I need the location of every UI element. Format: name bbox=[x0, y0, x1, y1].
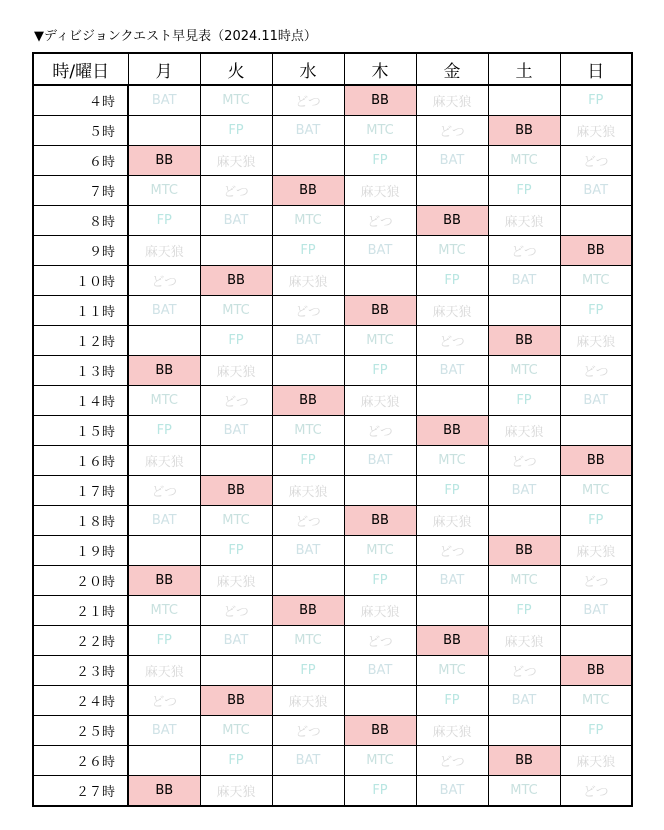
schedule-cell: BB bbox=[416, 206, 488, 236]
header-saturday: 土 bbox=[488, 53, 560, 85]
schedule-cell: FP bbox=[344, 566, 416, 596]
schedule-cell bbox=[128, 116, 200, 146]
schedule-cell bbox=[344, 266, 416, 296]
schedule-cell: BAT bbox=[128, 85, 200, 116]
hour-label: ２４時 bbox=[33, 686, 128, 716]
schedule-cell: BB bbox=[488, 326, 560, 356]
schedule-cell: MTC bbox=[344, 746, 416, 776]
header-friday: 金 bbox=[416, 53, 488, 85]
page-title: ▼ディビジョンクエスト早見表（2024.11時点） bbox=[34, 29, 317, 44]
schedule-cell: BB bbox=[344, 506, 416, 536]
schedule-cell: 麻天狼 bbox=[560, 746, 632, 776]
schedule-cell: FP bbox=[560, 85, 632, 116]
schedule-cell: MTC bbox=[488, 566, 560, 596]
schedule-cell: BAT bbox=[488, 266, 560, 296]
schedule-cell: FP bbox=[416, 266, 488, 296]
schedule-cell: BB bbox=[488, 746, 560, 776]
schedule-cell: BB bbox=[272, 176, 344, 206]
schedule-cell: どつ bbox=[272, 85, 344, 116]
schedule-cell: 麻天狼 bbox=[128, 446, 200, 476]
hour-label: １１時 bbox=[33, 296, 128, 326]
table-row bbox=[33, 596, 632, 626]
hour-label: ８時 bbox=[33, 206, 128, 236]
schedule-cell: どつ bbox=[128, 266, 200, 296]
schedule-cell bbox=[488, 85, 560, 116]
schedule-cell: BB bbox=[416, 416, 488, 446]
header-row bbox=[33, 53, 632, 85]
schedule-cell bbox=[488, 506, 560, 536]
schedule-cell: MTC bbox=[344, 116, 416, 146]
schedule-cell: FP bbox=[200, 536, 272, 566]
schedule-cell: BB bbox=[200, 476, 272, 506]
schedule-cell: FP bbox=[488, 386, 560, 416]
schedule-cell: 麻天狼 bbox=[488, 416, 560, 446]
table-row bbox=[33, 506, 632, 536]
table-row bbox=[33, 686, 632, 716]
schedule-cell: FP bbox=[344, 146, 416, 176]
hour-label: ２３時 bbox=[33, 656, 128, 686]
schedule-cell bbox=[200, 656, 272, 686]
schedule-cell: BB bbox=[344, 716, 416, 746]
schedule-cell: 麻天狼 bbox=[416, 85, 488, 116]
schedule-cell: MTC bbox=[416, 236, 488, 266]
schedule-cell: FP bbox=[560, 506, 632, 536]
schedule-cell: どつ bbox=[416, 536, 488, 566]
schedule-cell: どつ bbox=[416, 746, 488, 776]
schedule-cell: どつ bbox=[560, 146, 632, 176]
schedule-cell: BB bbox=[200, 266, 272, 296]
schedule-cell: MTC bbox=[128, 596, 200, 626]
schedule-body bbox=[33, 85, 632, 806]
schedule-cell: どつ bbox=[272, 716, 344, 746]
schedule-cell bbox=[128, 326, 200, 356]
schedule-cell: BB bbox=[416, 626, 488, 656]
schedule-cell: BB bbox=[128, 566, 200, 596]
schedule-cell: BB bbox=[344, 85, 416, 116]
hour-label: １２時 bbox=[33, 326, 128, 356]
schedule-cell bbox=[128, 536, 200, 566]
schedule-cell: BAT bbox=[416, 146, 488, 176]
hour-label: １９時 bbox=[33, 536, 128, 566]
schedule-cell: どつ bbox=[200, 386, 272, 416]
schedule-cell: どつ bbox=[128, 476, 200, 506]
schedule-cell: MTC bbox=[200, 716, 272, 746]
hour-label: １０時 bbox=[33, 266, 128, 296]
schedule-cell: BB bbox=[128, 776, 200, 807]
schedule-cell: BB bbox=[560, 446, 632, 476]
schedule-cell: BAT bbox=[560, 596, 632, 626]
hour-label: ２０時 bbox=[33, 566, 128, 596]
schedule-cell: 麻天狼 bbox=[128, 656, 200, 686]
schedule-cell: MTC bbox=[344, 536, 416, 566]
schedule-cell: FP bbox=[200, 116, 272, 146]
schedule-cell: BAT bbox=[416, 356, 488, 386]
schedule-cell: MTC bbox=[200, 296, 272, 326]
table-row bbox=[33, 236, 632, 266]
schedule-cell: BB bbox=[560, 236, 632, 266]
hour-label: １７時 bbox=[33, 476, 128, 506]
table-row bbox=[33, 85, 632, 116]
table-row bbox=[33, 566, 632, 596]
schedule-cell: BAT bbox=[200, 206, 272, 236]
header-wednesday: 水 bbox=[272, 53, 344, 85]
schedule-cell: FP bbox=[416, 476, 488, 506]
hour-label: ２１時 bbox=[33, 596, 128, 626]
schedule-cell: FP bbox=[200, 326, 272, 356]
hour-label: １５時 bbox=[33, 416, 128, 446]
schedule-cell: MTC bbox=[416, 656, 488, 686]
hour-label: １８時 bbox=[33, 506, 128, 536]
schedule-cell: BB bbox=[128, 356, 200, 386]
schedule-cell bbox=[200, 446, 272, 476]
schedule-cell: MTC bbox=[128, 386, 200, 416]
table-row bbox=[33, 716, 632, 746]
schedule-cell: 麻天狼 bbox=[200, 776, 272, 807]
table-row bbox=[33, 746, 632, 776]
header-hour-weekday: 時/曜日 bbox=[33, 53, 128, 85]
schedule-cell bbox=[272, 776, 344, 807]
schedule-cell: 麻天狼 bbox=[200, 146, 272, 176]
schedule-cell: BB bbox=[344, 296, 416, 326]
schedule-cell bbox=[272, 566, 344, 596]
hour-label: ９時 bbox=[33, 236, 128, 266]
schedule-cell bbox=[272, 146, 344, 176]
schedule-cell: 麻天狼 bbox=[200, 356, 272, 386]
schedule-cell: MTC bbox=[416, 446, 488, 476]
schedule-cell: FP bbox=[344, 356, 416, 386]
hour-label: １６時 bbox=[33, 446, 128, 476]
schedule-cell: どつ bbox=[200, 176, 272, 206]
schedule-cell: BAT bbox=[488, 686, 560, 716]
schedule-cell: MTC bbox=[272, 626, 344, 656]
schedule-cell: BB bbox=[488, 536, 560, 566]
schedule-cell: BAT bbox=[344, 656, 416, 686]
table-row bbox=[33, 356, 632, 386]
schedule-cell: MTC bbox=[560, 476, 632, 506]
hour-label: １４時 bbox=[33, 386, 128, 416]
schedule-cell: BAT bbox=[272, 326, 344, 356]
schedule-cell bbox=[272, 356, 344, 386]
schedule-cell: BAT bbox=[272, 536, 344, 566]
table-row bbox=[33, 326, 632, 356]
schedule-cell: BB bbox=[488, 116, 560, 146]
schedule-cell: MTC bbox=[128, 176, 200, 206]
schedule-cell bbox=[560, 206, 632, 236]
schedule-cell: 麻天狼 bbox=[272, 266, 344, 296]
table-row bbox=[33, 416, 632, 446]
table-row bbox=[33, 536, 632, 566]
schedule-cell: どつ bbox=[560, 776, 632, 807]
hour-label: ５時 bbox=[33, 116, 128, 146]
schedule-cell: BAT bbox=[344, 446, 416, 476]
schedule-cell: FP bbox=[128, 626, 200, 656]
hour-label: ２６時 bbox=[33, 746, 128, 776]
schedule-cell: MTC bbox=[272, 416, 344, 446]
schedule-cell: 麻天狼 bbox=[344, 176, 416, 206]
schedule-cell bbox=[416, 176, 488, 206]
schedule-cell bbox=[416, 596, 488, 626]
schedule-cell: MTC bbox=[488, 146, 560, 176]
schedule-cell bbox=[488, 716, 560, 746]
table-row bbox=[33, 386, 632, 416]
schedule-cell: どつ bbox=[416, 326, 488, 356]
header-thursday: 木 bbox=[344, 53, 416, 85]
schedule-cell: どつ bbox=[272, 506, 344, 536]
schedule-cell: BAT bbox=[128, 716, 200, 746]
schedule-cell: BB bbox=[272, 596, 344, 626]
schedule-cell: BB bbox=[200, 686, 272, 716]
header-monday: 月 bbox=[128, 53, 200, 85]
schedule-cell: どつ bbox=[344, 626, 416, 656]
schedule-cell: BAT bbox=[416, 776, 488, 807]
schedule-cell: MTC bbox=[560, 686, 632, 716]
schedule-cell: MTC bbox=[200, 506, 272, 536]
schedule-cell: MTC bbox=[272, 206, 344, 236]
table-row bbox=[33, 656, 632, 686]
schedule-cell bbox=[344, 476, 416, 506]
schedule-cell: 麻天狼 bbox=[272, 686, 344, 716]
schedule-cell: どつ bbox=[272, 296, 344, 326]
table-row bbox=[33, 116, 632, 146]
schedule-cell: 麻天狼 bbox=[560, 536, 632, 566]
schedule-cell: MTC bbox=[200, 85, 272, 116]
schedule-cell: どつ bbox=[344, 206, 416, 236]
schedule-cell: BAT bbox=[200, 626, 272, 656]
schedule-cell: どつ bbox=[416, 116, 488, 146]
schedule-cell: 麻天狼 bbox=[272, 476, 344, 506]
schedule-cell: BAT bbox=[488, 476, 560, 506]
schedule-cell: どつ bbox=[488, 446, 560, 476]
schedule-cell: MTC bbox=[488, 356, 560, 386]
schedule-cell: FP bbox=[344, 776, 416, 807]
schedule-cell: FP bbox=[488, 596, 560, 626]
schedule-cell bbox=[416, 386, 488, 416]
hour-label: ７時 bbox=[33, 176, 128, 206]
schedule-cell bbox=[560, 626, 632, 656]
hour-label: ４時 bbox=[33, 85, 128, 116]
schedule-cell: FP bbox=[560, 716, 632, 746]
schedule-cell: 麻天狼 bbox=[128, 236, 200, 266]
header-sunday: 日 bbox=[560, 53, 632, 85]
table-row bbox=[33, 446, 632, 476]
schedule-cell: BAT bbox=[128, 506, 200, 536]
table-row bbox=[33, 476, 632, 506]
schedule-cell: FP bbox=[416, 686, 488, 716]
header-tuesday: 火 bbox=[200, 53, 272, 85]
schedule-cell: FP bbox=[488, 176, 560, 206]
schedule-cell: 麻天狼 bbox=[416, 716, 488, 746]
schedule-cell: どつ bbox=[560, 356, 632, 386]
schedule-cell: 麻天狼 bbox=[344, 386, 416, 416]
schedule-cell: どつ bbox=[560, 566, 632, 596]
hour-label: ２２時 bbox=[33, 626, 128, 656]
schedule-cell: MTC bbox=[560, 266, 632, 296]
schedule-cell: BAT bbox=[344, 236, 416, 266]
schedule-cell: 麻天狼 bbox=[416, 296, 488, 326]
schedule-cell: 麻天狼 bbox=[200, 566, 272, 596]
schedule-cell: 麻天狼 bbox=[488, 206, 560, 236]
table-row bbox=[33, 266, 632, 296]
schedule-cell: 麻天狼 bbox=[488, 626, 560, 656]
schedule-cell: どつ bbox=[200, 596, 272, 626]
schedule-cell: BAT bbox=[560, 386, 632, 416]
schedule-cell bbox=[344, 686, 416, 716]
schedule-cell: どつ bbox=[488, 236, 560, 266]
hour-label: ２７時 bbox=[33, 776, 128, 807]
schedule-cell: どつ bbox=[488, 656, 560, 686]
schedule-cell: MTC bbox=[344, 326, 416, 356]
schedule-cell bbox=[200, 236, 272, 266]
schedule-cell: どつ bbox=[128, 686, 200, 716]
schedule-cell: 麻天狼 bbox=[560, 116, 632, 146]
schedule-cell bbox=[128, 746, 200, 776]
schedule-cell: FP bbox=[128, 206, 200, 236]
schedule-cell: BAT bbox=[128, 296, 200, 326]
schedule-cell: BAT bbox=[272, 746, 344, 776]
hour-label: ６時 bbox=[33, 146, 128, 176]
schedule-cell bbox=[560, 416, 632, 446]
table-row bbox=[33, 176, 632, 206]
table-row bbox=[33, 776, 632, 807]
schedule-cell: MTC bbox=[488, 776, 560, 807]
schedule-cell: FP bbox=[200, 746, 272, 776]
schedule-cell: BB bbox=[128, 146, 200, 176]
schedule-cell: FP bbox=[560, 296, 632, 326]
schedule-cell: BAT bbox=[200, 416, 272, 446]
table-row bbox=[33, 146, 632, 176]
schedule-cell: FP bbox=[272, 656, 344, 686]
schedule-cell bbox=[488, 296, 560, 326]
schedule-cell: BAT bbox=[416, 566, 488, 596]
schedule-cell: FP bbox=[128, 416, 200, 446]
table-row bbox=[33, 296, 632, 326]
schedule-cell: FP bbox=[272, 446, 344, 476]
schedule-table bbox=[32, 52, 633, 807]
schedule-cell: 麻天狼 bbox=[344, 596, 416, 626]
schedule-cell: BAT bbox=[560, 176, 632, 206]
schedule-cell: BB bbox=[272, 386, 344, 416]
schedule-cell: 麻天狼 bbox=[416, 506, 488, 536]
schedule-cell: FP bbox=[272, 236, 344, 266]
hour-label: １３時 bbox=[33, 356, 128, 386]
schedule-cell: BAT bbox=[272, 116, 344, 146]
schedule-cell: 麻天狼 bbox=[560, 326, 632, 356]
table-row bbox=[33, 206, 632, 236]
schedule-cell: BB bbox=[560, 656, 632, 686]
hour-label: ２５時 bbox=[33, 716, 128, 746]
table-row bbox=[33, 626, 632, 656]
schedule-cell: どつ bbox=[344, 416, 416, 446]
